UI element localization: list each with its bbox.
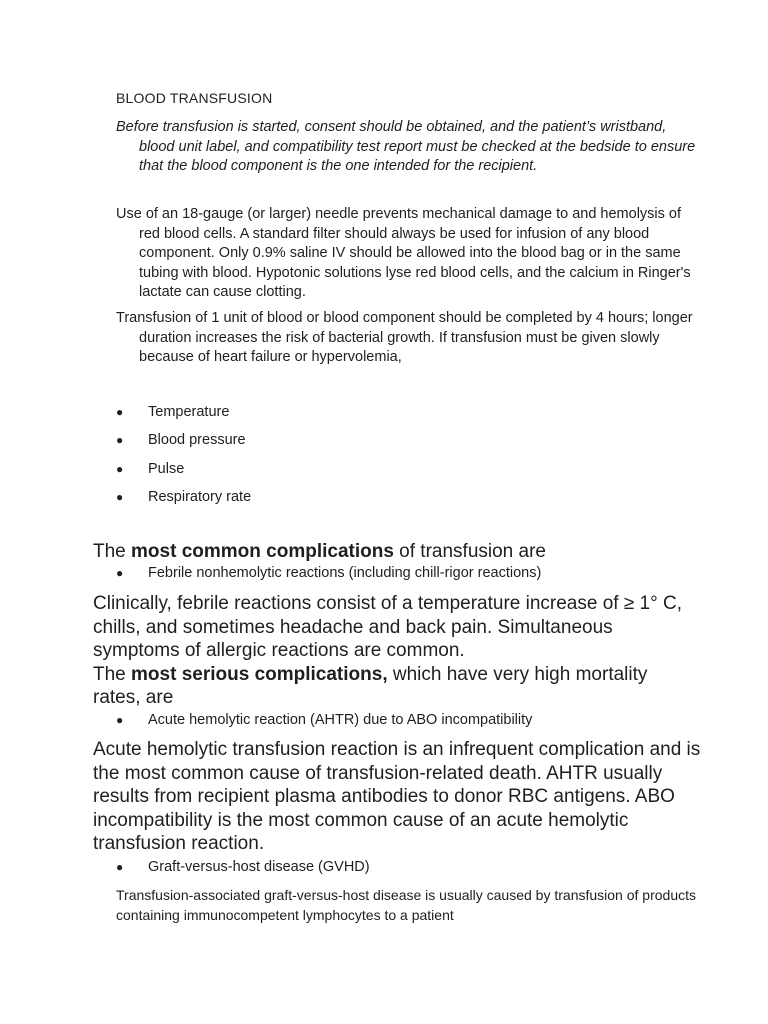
list-item [116,460,416,488]
list-item [116,488,416,516]
list-item-text: Blood pressure [148,432,246,449]
heading-emphasis: most serious complications, [131,663,388,685]
febrile-bullet [116,564,716,583]
bullet-icon: ● [116,489,124,504]
list-item [116,431,416,459]
list-item-text: Acute hemolytic reaction (AHTR) due to ABO incompatibility [148,712,533,728]
heading-emphasis: most common complications [131,541,394,562]
list-item-text: Temperature [148,404,230,420]
ahtr-paragraph: Acute hemolytic transfusion reaction is an infrequent complication and is the most common cause of transfusion-related death. AHTR usually results from recipient plasma antibodies to donor RBC antigens. ABO incompatibility is the most common cause of an acute hemolytic transfusion reaction. [93,739,701,854]
document-title: BLOOD TRANSFUSION [116,90,273,106]
bullet-icon: ● [116,860,124,874]
common-complications-heading [93,540,693,564]
consent-paragraph: Before transfusion is started, consent should be obtained, and the patient’s wristband, blood unit label, and compatibility test report must be checked at the bedside to ensure that the blood component is the one intended for the recipient. [116,119,696,174]
bullet-icon: ● [116,405,124,419]
bullet-icon: ● [116,433,124,448]
list-item-text: Febrile nonhemolytic reactions (including chill-rigor reactions) [148,565,542,581]
needle-paragraph: Use of an 18-gauge (or larger) needle prevents mechanical damage to and hemolysis of red blood cells. A standard filter should always be used for infusion of any blood component. Only 0.9% saline IV should be allowed into the blood bag or in the same tubing with blood. Hypotonic solutions lyse red blood cells, and the calcium in Ringer's lactate can cause clotting. [116,206,691,300]
list-item-text: Pulse [148,460,185,477]
serious-complications-heading [93,663,693,710]
ahtr-bullet [116,711,716,730]
febrile-section [93,592,693,710]
heading-prefix: The [93,663,132,685]
list-item-text: Respiratory rate [148,488,252,505]
list-item [116,403,416,431]
bullet-icon: ● [116,566,124,580]
gvhd-bullet [116,858,716,877]
bullet-icon: ● [116,461,124,476]
heading-suffix: of transfusion are [393,541,546,562]
febrile-paragraph: Clinically, febrile reactions consist of a temperature increase of ≥ 1° C, chills, and sometimes headache and back pain. Simultaneous symptoms of allergic reactions are common. [93,593,682,661]
heading-suffix: which have very high mortality rates, are [93,663,648,708]
heading-prefix: The [93,541,132,562]
gvhd-paragraph: Transfusion-associated graft-versus-host disease is usually caused by transfusion of products containing immunocompetent lymphocytes to a patient [116,887,696,923]
duration-paragraph: Transfusion of 1 unit of blood or blood component should be completed by 4 hours; longer duration increases the risk of bacterial growth. If transfusion must be given slowly because of heart failure or hypervolemia, [116,310,693,365]
list-item-text: Graft-versus-host disease (GVHD) [148,859,370,875]
vital-signs-list [116,403,416,516]
bullet-icon: ● [116,713,124,727]
